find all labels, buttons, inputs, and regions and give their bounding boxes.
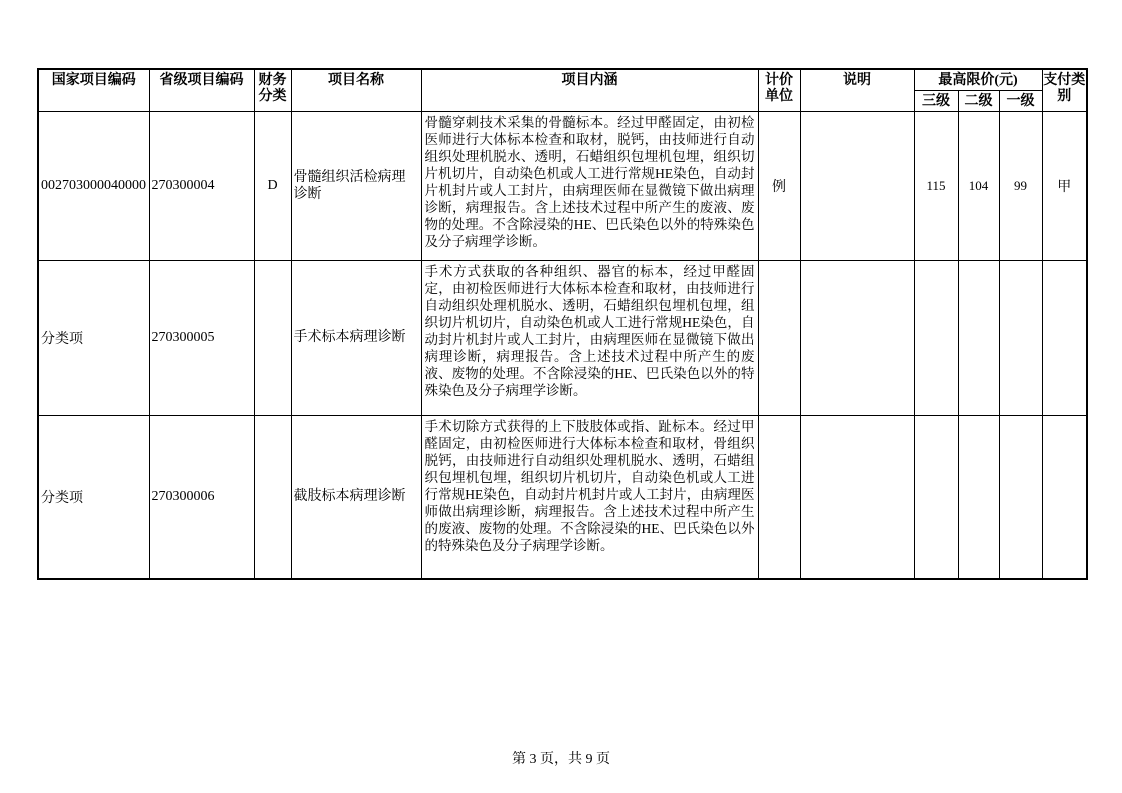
cell-item-content: 骨髓穿刺技术采集的骨髓标本。经过甲醛固定，由初检医师进行大体标本检查和取材，脱钙，由技师进行自动组织处理机脱水、透明，石蜡组织包埋机包埋，组织切片机切片，自动染色机或人工进行常规HE染色，自动封片机封片或人工封片，由病理医师在显微镜下做出病理诊断，病理报告。含上述技术过程中所产生的废液、废物的处理。不含除浸染的HE、巴氏染色以外的特殊染色及分子病理学诊断。 (421, 111, 758, 260)
col-header-pay-class: 支付类别 (1042, 69, 1087, 111)
page-indicator: 第 3 页，共 9 页 (512, 752, 610, 767)
cell-note (800, 415, 914, 579)
table-row (38, 111, 1087, 260)
cell-finance-class (254, 260, 291, 415)
pricing-table (37, 68, 1088, 580)
col-header-tier2: 二级 (958, 90, 999, 111)
col-header-national-code: 国家项目编码 (38, 69, 149, 111)
cell-provincial-code: 270300004 (149, 111, 254, 260)
cell-price-tier1 (999, 260, 1042, 415)
cell-finance-class: D (254, 111, 291, 260)
cell-national-code: 002703000040000 (38, 111, 149, 260)
cell-pricing-unit: 例 (758, 111, 800, 260)
cell-price-tier3 (914, 260, 958, 415)
col-header-tier1: 一级 (999, 90, 1042, 111)
table-row (38, 415, 1087, 579)
cell-item-name: 骨髓组织活检病理诊断 (291, 111, 421, 260)
cell-national-code: 分类项 (38, 415, 149, 579)
col-header-item-name: 项目名称 (291, 69, 421, 111)
col-header-pricing-unit: 计价单位 (758, 69, 800, 111)
cell-price-tier3: 115 (914, 111, 958, 260)
cell-pricing-unit (758, 415, 800, 579)
cell-price-tier2 (958, 260, 999, 415)
cell-price-tier1 (999, 415, 1042, 579)
cell-price-tier2: 104 (958, 111, 999, 260)
cell-pay-class (1042, 415, 1087, 579)
cell-finance-class (254, 415, 291, 579)
cell-price-tier1: 99 (999, 111, 1042, 260)
cell-national-code: 分类项 (38, 260, 149, 415)
cell-item-content: 手术切除方式获得的上下肢肢体或指、趾标本。经过甲醛固定，由初检医师进行大体标本检查和取材，骨组织脱钙，由技师进行自动组织处理机脱水、透明，石蜡组织包埋机包埋，组织切片机切片，自动染色机或人工进行常规HE染色，自动封片机封片或人工封片，由病理医师做出病理诊断，病理报告。含上述技术过程中所产生的废液、废物的处理。不含除浸染的HE、巴氏染色以外的特殊染色及分子病理学诊断。 (421, 415, 758, 579)
col-header-note: 说明 (800, 69, 914, 111)
col-header-item-content: 项目内涵 (421, 69, 758, 111)
cell-provincial-code: 270300005 (149, 260, 254, 415)
cell-item-name: 手术标本病理诊断 (291, 260, 421, 415)
cell-note (800, 111, 914, 260)
cell-provincial-code: 270300006 (149, 415, 254, 579)
col-header-finance-class: 财务分类 (254, 69, 291, 111)
col-header-max-price: 最高限价(元) (914, 69, 1042, 90)
cell-price-tier2 (958, 415, 999, 579)
cell-price-tier3 (914, 415, 958, 579)
cell-pay-class (1042, 260, 1087, 415)
col-header-provincial-code: 省级项目编码 (149, 69, 254, 111)
cell-note (800, 260, 914, 415)
table-row (38, 260, 1087, 415)
col-header-tier3: 三级 (914, 90, 958, 111)
cell-pricing-unit (758, 260, 800, 415)
cell-item-content: 手术方式获取的各种组织、器官的标本，经过甲醛固定，由初检医师进行大体标本检查和取材，由技师进行自动组织处理机脱水、透明，石蜡组织包埋机包埋，组织切片机切片，自动染色机或人工进行常规HE染色，自动封片机封片或人工封片，由病理医师在显微镜下做出病理诊断，病理报告。含上述技术过程中所产生的废液、废物的处理。不含除浸染的HE、巴氏染色以外的特殊染色及分子病理学诊断。 (421, 260, 758, 415)
cell-item-name: 截肢标本病理诊断 (291, 415, 421, 579)
cell-pay-class: 甲 (1042, 111, 1087, 260)
